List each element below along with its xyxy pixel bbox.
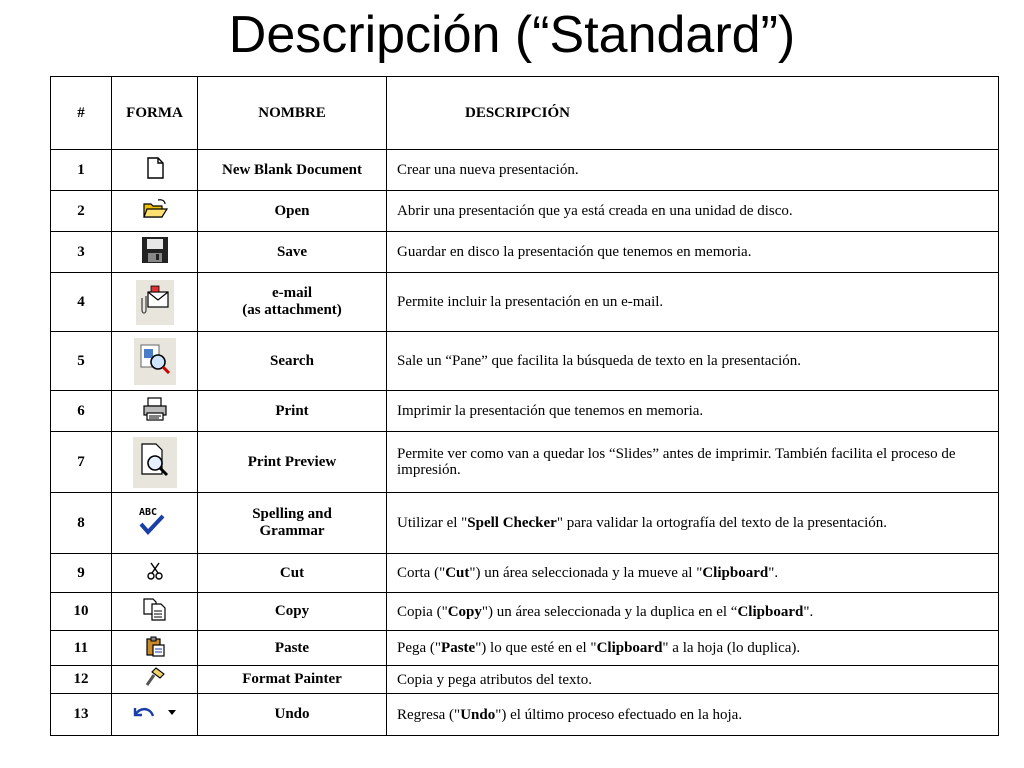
table-row	[51, 593, 999, 631]
table-row	[51, 666, 999, 694]
row-name-line: New Blank Document	[221, 161, 362, 178]
copy-icon	[142, 597, 168, 626]
description-bold-term: Clipboard	[596, 640, 663, 656]
row-description	[387, 191, 999, 232]
description-bold-term: Paste	[441, 640, 476, 656]
row-name-line: Format Painter	[242, 671, 342, 687]
description-text-segment: Guardar en disco la presentación que tenemos en memoria.	[397, 244, 752, 260]
description-text-segment: Sale un “Pane” que facilita la búsqueda de texto en la presentación.	[397, 353, 802, 369]
svg-text:ABC: ABC	[138, 506, 157, 518]
search-icon	[134, 338, 176, 385]
table-row	[51, 554, 999, 593]
row-name	[198, 593, 387, 631]
header-form: FORMA	[112, 77, 198, 150]
row-number: 6	[51, 391, 112, 432]
row-description-text	[397, 640, 998, 656]
table-row	[51, 391, 999, 432]
row-name-line: Open	[274, 202, 310, 219]
row-description-text	[397, 353, 998, 369]
row-form	[112, 593, 198, 631]
row-number: 5	[51, 332, 112, 391]
row-name-line: Search	[270, 352, 314, 369]
description-text-segment: ") el último proceso efectuado en la hoja.	[495, 706, 743, 723]
description-bold-term: Clipboard	[737, 603, 804, 620]
row-name-line: Undo	[274, 706, 310, 722]
description-bold-term: Clipboard	[702, 565, 769, 581]
table-row	[51, 493, 999, 554]
row-name	[198, 666, 387, 694]
description-text-segment: Abrir una presentación que ya está creada en una unidad de disco.	[397, 203, 793, 219]
row-description-text	[397, 203, 998, 219]
table-row	[51, 273, 999, 332]
row-number: 3	[51, 232, 112, 273]
description-text-segment: Pega ("	[397, 640, 442, 656]
description-text-segment: Crear una nueva presentación.	[397, 162, 579, 178]
row-number: 13	[51, 694, 112, 736]
row-number: 8	[51, 493, 112, 554]
row-description	[387, 273, 999, 332]
row-description-text	[397, 515, 998, 531]
row-name	[198, 150, 387, 191]
row-form	[112, 493, 198, 554]
table-row	[51, 694, 999, 736]
row-name	[198, 694, 387, 736]
description-text-segment: ") un área seleccionada y la mueve al "	[469, 565, 703, 581]
row-description	[387, 694, 999, 736]
header-desc: DESCRIPCIÓN	[387, 77, 999, 150]
email-attachment-icon	[136, 280, 174, 325]
row-name	[198, 273, 387, 332]
row-form	[112, 191, 198, 232]
description-bold-term: Spell Checker	[467, 515, 557, 531]
row-form	[112, 666, 198, 694]
description-bold-term: Cut	[445, 565, 470, 581]
description-text-segment: Permite incluir la presentación en un e-mail.	[397, 294, 664, 310]
row-name-line-2: Grammar	[259, 523, 325, 539]
row-name-line: Spelling and	[252, 506, 332, 522]
row-description	[387, 666, 999, 694]
printer-icon	[142, 397, 168, 426]
row-description	[387, 391, 999, 432]
row-name-line: Cut	[279, 564, 305, 581]
row-description	[387, 150, 999, 191]
row-name	[198, 432, 387, 493]
description-text-segment: Copia ("	[397, 603, 448, 620]
description-text-segment: ") un área seleccionada y la duplica en el “	[481, 603, 738, 620]
row-name-line: Copy	[274, 603, 310, 619]
paste-icon	[144, 635, 166, 662]
row-name-line: Print	[275, 402, 309, 419]
row-description	[387, 631, 999, 666]
description-text-segment: ") lo que esté en el "	[475, 640, 597, 656]
table-header-row	[51, 77, 999, 150]
table-row	[51, 191, 999, 232]
table-row	[51, 150, 999, 191]
row-name-line: Print Preview	[247, 453, 337, 470]
description-bold-term: Copy	[447, 603, 482, 620]
row-description	[387, 332, 999, 391]
table-row	[51, 332, 999, 391]
toolbar-description-table	[50, 76, 999, 736]
row-form	[112, 391, 198, 432]
row-name	[198, 554, 387, 593]
row-description-text	[397, 565, 998, 581]
floppy-disk-icon	[141, 236, 169, 269]
row-name-line-2: (as attachment)	[242, 302, 342, 318]
row-number: 1	[51, 150, 112, 191]
description-text-segment: " a la hoja (lo duplica).	[662, 640, 801, 656]
row-form	[112, 432, 198, 493]
description-text-segment: Regresa ("	[397, 706, 461, 723]
row-name-line: Save	[277, 243, 307, 260]
row-form	[112, 631, 198, 666]
table-row	[51, 232, 999, 273]
row-number: 7	[51, 432, 112, 493]
row-form	[112, 150, 198, 191]
row-description-text	[397, 403, 998, 419]
row-description-text	[397, 244, 998, 260]
row-number: 11	[51, 631, 112, 666]
spelling-check-icon	[137, 504, 173, 543]
description-text-segment: Imprimir la presentación que tenemos en memoria.	[397, 403, 704, 419]
description-text-segment: ".	[768, 565, 779, 581]
row-form	[112, 332, 198, 391]
row-description-text	[397, 672, 998, 688]
header-num: #	[51, 77, 112, 150]
row-number: 9	[51, 554, 112, 593]
row-form	[112, 554, 198, 593]
row-form	[112, 694, 198, 736]
row-description	[387, 493, 999, 554]
print-preview-icon	[133, 437, 177, 488]
row-number: 4	[51, 273, 112, 332]
new-document-icon	[145, 157, 165, 184]
scissors-icon	[147, 561, 163, 586]
row-description-text	[397, 294, 998, 310]
row-description-text	[397, 707, 998, 723]
row-name	[198, 391, 387, 432]
undo-icon	[130, 701, 180, 728]
description-bold-term: Undo	[460, 706, 496, 723]
table-row	[51, 432, 999, 493]
row-description-text	[397, 162, 998, 178]
row-description-text	[397, 446, 998, 478]
open-folder-icon	[142, 198, 168, 225]
description-text-segment: Permite ver como van a quedar los “Slides” antes de imprimir. También facilita el proceso de impresión.	[397, 446, 956, 478]
description-text-segment: Corta ("	[397, 565, 446, 581]
row-name	[198, 631, 387, 666]
table-row	[51, 631, 999, 666]
format-painter-icon	[144, 666, 166, 693]
row-name-line: Paste	[274, 639, 310, 656]
row-number: 12	[51, 666, 112, 694]
row-number: 2	[51, 191, 112, 232]
row-name	[198, 191, 387, 232]
description-text-segment: Copia y pega atributos del texto.	[397, 671, 592, 688]
row-name	[198, 332, 387, 391]
description-text-segment: ".	[803, 603, 814, 620]
row-description-text	[397, 604, 998, 620]
description-text-segment: " para validar la ortografía del texto de la presentación.	[556, 515, 887, 531]
row-name	[198, 493, 387, 554]
description-text-segment: Utilizar el "	[397, 515, 468, 531]
row-form	[112, 232, 198, 273]
row-name-line: e-mail	[272, 285, 312, 301]
row-description	[387, 554, 999, 593]
row-number: 10	[51, 593, 112, 631]
page-title: Descripción (“Standard”)	[228, 6, 796, 64]
row-form	[112, 273, 198, 332]
row-description	[387, 432, 999, 493]
row-name	[198, 232, 387, 273]
row-description	[387, 593, 999, 631]
row-description	[387, 232, 999, 273]
header-name: NOMBRE	[198, 77, 387, 150]
